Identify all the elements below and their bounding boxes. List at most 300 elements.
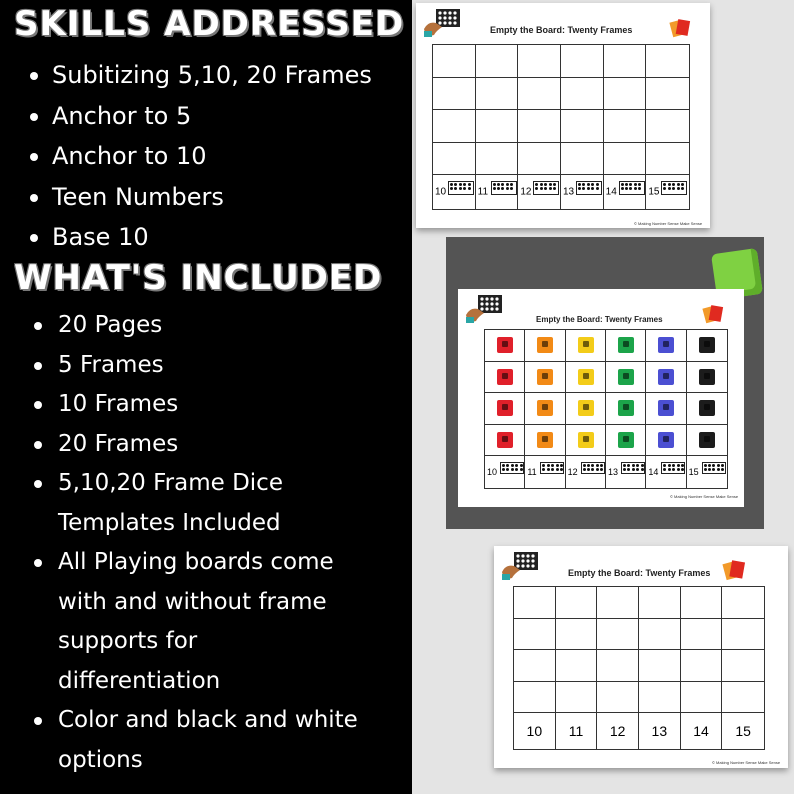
cube xyxy=(699,432,715,448)
dot xyxy=(540,187,543,190)
number-label: 10 xyxy=(526,723,543,739)
dot xyxy=(663,187,666,190)
board-cell xyxy=(604,110,647,143)
board-grid xyxy=(432,44,690,210)
item-text: Subitizing 5,10, 20 Frames xyxy=(52,61,372,89)
twenty-frame-icon xyxy=(702,462,726,474)
cube xyxy=(658,369,674,385)
number-cell xyxy=(561,175,604,209)
board-cell xyxy=(646,143,689,176)
dot xyxy=(547,464,550,467)
cube xyxy=(578,369,594,385)
dot xyxy=(591,183,594,186)
dot xyxy=(681,183,684,186)
dot xyxy=(641,464,644,467)
dot xyxy=(587,183,590,186)
dot xyxy=(636,468,639,471)
dot xyxy=(497,187,500,190)
dot xyxy=(634,187,637,190)
number-cell xyxy=(476,175,519,209)
dot xyxy=(721,464,724,467)
board-cell xyxy=(514,650,556,682)
twenty-frame-icon xyxy=(540,462,564,474)
dot xyxy=(551,464,554,467)
item-text: Color and black and white xyxy=(58,707,358,733)
board-cell xyxy=(518,45,561,78)
board-cell xyxy=(476,110,519,143)
included-list xyxy=(34,306,358,780)
dot xyxy=(677,183,680,186)
number-label: 11 xyxy=(527,467,537,477)
dot xyxy=(587,187,590,190)
board-cell xyxy=(433,110,476,143)
board-cell xyxy=(597,587,639,619)
board-cell xyxy=(433,143,476,176)
board-cell xyxy=(646,425,686,457)
number-cell xyxy=(597,713,639,749)
cube xyxy=(537,337,553,353)
dot xyxy=(535,187,538,190)
board-cell xyxy=(514,682,556,714)
number-label: 11 xyxy=(477,186,489,198)
board-cell xyxy=(556,650,598,682)
board-cell xyxy=(525,330,565,362)
cube xyxy=(699,369,715,385)
board-cell xyxy=(639,619,681,651)
number-cell xyxy=(518,175,561,209)
board-with-cubes xyxy=(458,289,744,507)
board-cell xyxy=(639,650,681,682)
item-text: 20 Pages xyxy=(58,312,163,338)
dot xyxy=(596,183,599,186)
board-photo xyxy=(446,237,764,529)
board-cell xyxy=(518,110,561,143)
included-item xyxy=(34,306,358,346)
skills-heading: SKILLS ADDRESSED xyxy=(14,4,405,44)
twenty-frame-icon xyxy=(581,462,605,474)
dot xyxy=(596,464,599,467)
item-text: differentiation xyxy=(58,667,221,694)
board-cell xyxy=(604,45,647,78)
board-cell xyxy=(681,650,723,682)
dot xyxy=(556,468,559,471)
dot xyxy=(468,183,471,186)
number-label: 13 xyxy=(651,723,668,739)
twenty-frame-icon xyxy=(661,462,685,474)
dot xyxy=(600,464,603,467)
dot xyxy=(629,187,632,190)
dot xyxy=(717,468,720,471)
dot xyxy=(677,187,680,190)
dot xyxy=(535,183,538,186)
number-cell xyxy=(514,713,556,749)
twenty-frame-icon xyxy=(619,181,645,195)
dot xyxy=(547,468,550,471)
cube xyxy=(578,337,594,353)
dot xyxy=(501,187,504,190)
dot xyxy=(623,464,626,467)
dot xyxy=(632,468,635,471)
board-cell xyxy=(604,143,647,176)
board-cell xyxy=(597,650,639,682)
number-label: 12 xyxy=(609,723,626,739)
dot xyxy=(625,187,628,190)
included-item xyxy=(34,464,358,543)
included-item xyxy=(34,425,358,465)
board-cell xyxy=(433,45,476,78)
dot xyxy=(515,468,518,471)
bullet-icon xyxy=(34,441,42,449)
dot xyxy=(493,183,496,186)
item-text: options xyxy=(58,746,143,773)
dot xyxy=(560,468,563,471)
dot xyxy=(506,187,509,190)
dot xyxy=(623,468,626,471)
dot xyxy=(708,468,711,471)
dot xyxy=(463,183,466,186)
cube xyxy=(658,432,674,448)
number-label: 15 xyxy=(688,467,699,477)
dot xyxy=(544,183,547,186)
cube xyxy=(658,337,674,353)
board-cell xyxy=(566,425,606,457)
dot xyxy=(493,187,496,190)
dot xyxy=(583,468,586,471)
dot xyxy=(583,464,586,467)
board-cell xyxy=(646,110,689,143)
bullet-icon xyxy=(34,401,42,409)
dot xyxy=(520,468,523,471)
dot xyxy=(450,187,453,190)
cube xyxy=(497,369,513,385)
board-cell xyxy=(556,682,598,714)
dot xyxy=(560,464,563,467)
skill-item xyxy=(30,60,372,101)
board-cell xyxy=(646,78,689,111)
number-cell xyxy=(639,713,681,749)
twenty-frame-icon xyxy=(500,462,524,474)
board-cell xyxy=(561,45,604,78)
dot xyxy=(668,183,671,186)
number-cell xyxy=(566,456,606,488)
dot xyxy=(712,464,715,467)
dot xyxy=(681,468,684,471)
dot xyxy=(497,183,500,186)
dot xyxy=(681,464,684,467)
dot xyxy=(587,468,590,471)
cube xyxy=(618,432,634,448)
dot xyxy=(672,468,675,471)
cards-icon xyxy=(722,558,746,582)
board-cell xyxy=(604,78,647,111)
number-cell xyxy=(646,456,686,488)
item-text: Anchor to 10 xyxy=(52,142,207,170)
bullet-icon xyxy=(34,362,42,370)
dot xyxy=(721,468,724,471)
skill-item xyxy=(30,141,372,182)
item-text: with and without frame xyxy=(58,588,327,615)
board-cell xyxy=(606,330,646,362)
board-cell xyxy=(566,362,606,394)
dot xyxy=(520,464,523,467)
board-cell xyxy=(646,330,686,362)
board-cell xyxy=(687,425,727,457)
dot xyxy=(540,183,543,186)
number-label: 11 xyxy=(568,723,584,739)
item-text: 5 Frames xyxy=(58,351,164,378)
number-label: 12 xyxy=(520,186,532,198)
dot xyxy=(551,468,554,471)
dot xyxy=(663,183,666,186)
cube xyxy=(537,400,553,416)
dot xyxy=(717,464,720,467)
twenty-frame-icon xyxy=(661,181,687,195)
board-cell xyxy=(485,330,525,362)
dot xyxy=(625,183,628,186)
board-cell xyxy=(646,45,689,78)
dot xyxy=(459,187,462,190)
number-cell xyxy=(433,175,476,209)
cube xyxy=(578,432,594,448)
dot xyxy=(621,187,624,190)
item-text: supports for xyxy=(58,628,198,654)
dot xyxy=(556,464,559,467)
dot xyxy=(549,183,552,186)
item-text: 20 Frames xyxy=(58,430,179,457)
item-text: 10 Frames xyxy=(58,391,179,417)
dot xyxy=(454,187,457,190)
dot xyxy=(708,464,711,467)
dot xyxy=(627,464,630,467)
dot xyxy=(672,464,675,467)
board-cell xyxy=(561,143,604,176)
cube xyxy=(618,337,634,353)
dot xyxy=(638,183,641,186)
dot xyxy=(677,468,680,471)
twenty-frame-icon xyxy=(621,462,645,474)
included-item xyxy=(34,543,358,701)
cube xyxy=(658,400,674,416)
board-cell xyxy=(606,362,646,394)
dot xyxy=(511,468,514,471)
dot xyxy=(677,464,680,467)
board-grid xyxy=(513,586,765,750)
board-grid xyxy=(484,329,728,489)
dot xyxy=(668,464,671,467)
number-cell xyxy=(687,456,727,488)
skill-item xyxy=(30,182,372,223)
board-cell xyxy=(561,110,604,143)
dot xyxy=(591,464,594,467)
twenty-frame-icon xyxy=(576,181,602,195)
number-cell xyxy=(606,456,646,488)
board-cell xyxy=(646,362,686,394)
dot xyxy=(510,187,513,190)
dot xyxy=(596,187,599,190)
board-cell xyxy=(566,330,606,362)
board-cell xyxy=(518,78,561,111)
board-cell xyxy=(687,393,727,425)
dot xyxy=(638,187,641,190)
dot xyxy=(596,468,599,471)
dot xyxy=(515,464,518,467)
board-title: Empty the Board: Twenty Frames xyxy=(490,25,633,35)
dot xyxy=(591,187,594,190)
board-cell xyxy=(722,650,764,682)
dot xyxy=(591,468,594,471)
dot xyxy=(629,183,632,186)
number-cell xyxy=(681,713,723,749)
dot xyxy=(672,187,675,190)
dot xyxy=(454,183,457,186)
cube xyxy=(699,337,715,353)
dot xyxy=(450,183,453,186)
board-cell xyxy=(525,425,565,457)
item-text: 5,10,20 Frame Dice xyxy=(58,470,283,496)
number-label: 13 xyxy=(607,467,618,477)
bullet-icon xyxy=(34,559,42,567)
board-cell xyxy=(722,619,764,651)
cube xyxy=(618,400,634,416)
twenty-frame-icon xyxy=(491,181,517,195)
dot xyxy=(511,464,514,467)
item-text: Templates Included xyxy=(58,509,281,536)
dot xyxy=(578,187,581,190)
skill-item xyxy=(30,222,372,263)
dot xyxy=(553,187,556,190)
item-text: Anchor to 5 xyxy=(52,101,192,130)
dot xyxy=(582,187,585,190)
hand-ten-frame-icon xyxy=(464,293,504,325)
board-cell xyxy=(722,682,764,714)
dot xyxy=(502,468,505,471)
board-cell xyxy=(485,362,525,394)
board-cell xyxy=(485,425,525,457)
board-preview-plain xyxy=(494,546,788,768)
board-cell xyxy=(597,682,639,714)
board-cell xyxy=(687,362,727,394)
number-label: 14 xyxy=(648,467,659,477)
board-cell xyxy=(606,393,646,425)
item-text: All Playing boards come xyxy=(58,549,334,575)
number-label: 14 xyxy=(693,723,709,739)
item-text: Base 10 xyxy=(52,223,149,251)
included-heading: WHAT'S INCLUDED xyxy=(14,258,383,298)
board-cell xyxy=(514,587,556,619)
board-cell xyxy=(681,682,723,714)
dot xyxy=(502,464,505,467)
dot xyxy=(542,468,545,471)
dot xyxy=(501,183,504,186)
board-cell xyxy=(525,362,565,394)
skills-list xyxy=(30,60,372,263)
board-cell xyxy=(556,619,598,651)
bullet-icon xyxy=(30,234,38,242)
board-cell xyxy=(514,619,556,651)
dot xyxy=(641,468,644,471)
board-cell xyxy=(722,587,764,619)
board-cell xyxy=(681,619,723,651)
copyright-text: © Making Number Sense Make Sense xyxy=(712,760,781,765)
dot xyxy=(663,468,666,471)
cube xyxy=(578,400,594,416)
board-cell xyxy=(639,587,681,619)
dot xyxy=(542,464,545,467)
board-cell xyxy=(681,587,723,619)
board-cell xyxy=(476,143,519,176)
dot xyxy=(587,464,590,467)
dot xyxy=(578,183,581,186)
bullet-icon xyxy=(34,322,42,330)
dot xyxy=(634,183,637,186)
item-text: Teen Numbers xyxy=(52,182,224,211)
dot xyxy=(636,464,639,467)
board-cell xyxy=(518,143,561,176)
cube xyxy=(618,369,634,385)
board-cell xyxy=(561,78,604,111)
number-cell xyxy=(646,175,689,209)
number-cell xyxy=(485,456,525,488)
copyright-text: © Making Number Sense Make Sense xyxy=(670,494,739,499)
number-label: 14 xyxy=(605,186,617,198)
dot xyxy=(627,468,630,471)
number-cell xyxy=(556,713,598,749)
included-item xyxy=(34,385,358,425)
dot xyxy=(549,187,552,190)
cube xyxy=(537,369,553,385)
dot xyxy=(582,183,585,186)
included-item xyxy=(34,346,358,386)
number-label: 10 xyxy=(487,467,498,477)
cards-icon xyxy=(702,303,724,325)
dot xyxy=(668,187,671,190)
dot xyxy=(704,464,707,467)
dot xyxy=(663,464,666,467)
bullet-icon xyxy=(30,113,38,121)
board-cell xyxy=(485,393,525,425)
number-cell xyxy=(604,175,647,209)
board-title: Empty the Board: Twenty Frames xyxy=(568,568,711,578)
dot xyxy=(681,187,684,190)
bullet-icon xyxy=(34,480,42,488)
dot xyxy=(704,468,707,471)
copyright-text: © Making Number Sense Make Sense xyxy=(634,221,703,226)
dot xyxy=(632,464,635,467)
cube xyxy=(497,400,513,416)
number-label: 15 xyxy=(648,186,660,198)
dot xyxy=(621,183,624,186)
number-label: 12 xyxy=(567,467,578,477)
twenty-frame-icon xyxy=(533,181,559,195)
dot xyxy=(668,468,671,471)
included-item xyxy=(34,701,358,780)
board-preview-frames xyxy=(416,3,710,228)
board-cell xyxy=(476,78,519,111)
number-label: 15 xyxy=(735,723,751,739)
board-cell xyxy=(525,393,565,425)
dot xyxy=(506,464,509,467)
cube xyxy=(537,432,553,448)
number-cell xyxy=(525,456,565,488)
board-cell xyxy=(556,587,598,619)
cube xyxy=(699,400,715,416)
dot xyxy=(672,183,675,186)
dot xyxy=(510,183,513,186)
hand-ten-frame-icon xyxy=(500,550,540,582)
board-cell xyxy=(597,619,639,651)
bullet-icon xyxy=(30,194,38,202)
board-cell xyxy=(476,45,519,78)
